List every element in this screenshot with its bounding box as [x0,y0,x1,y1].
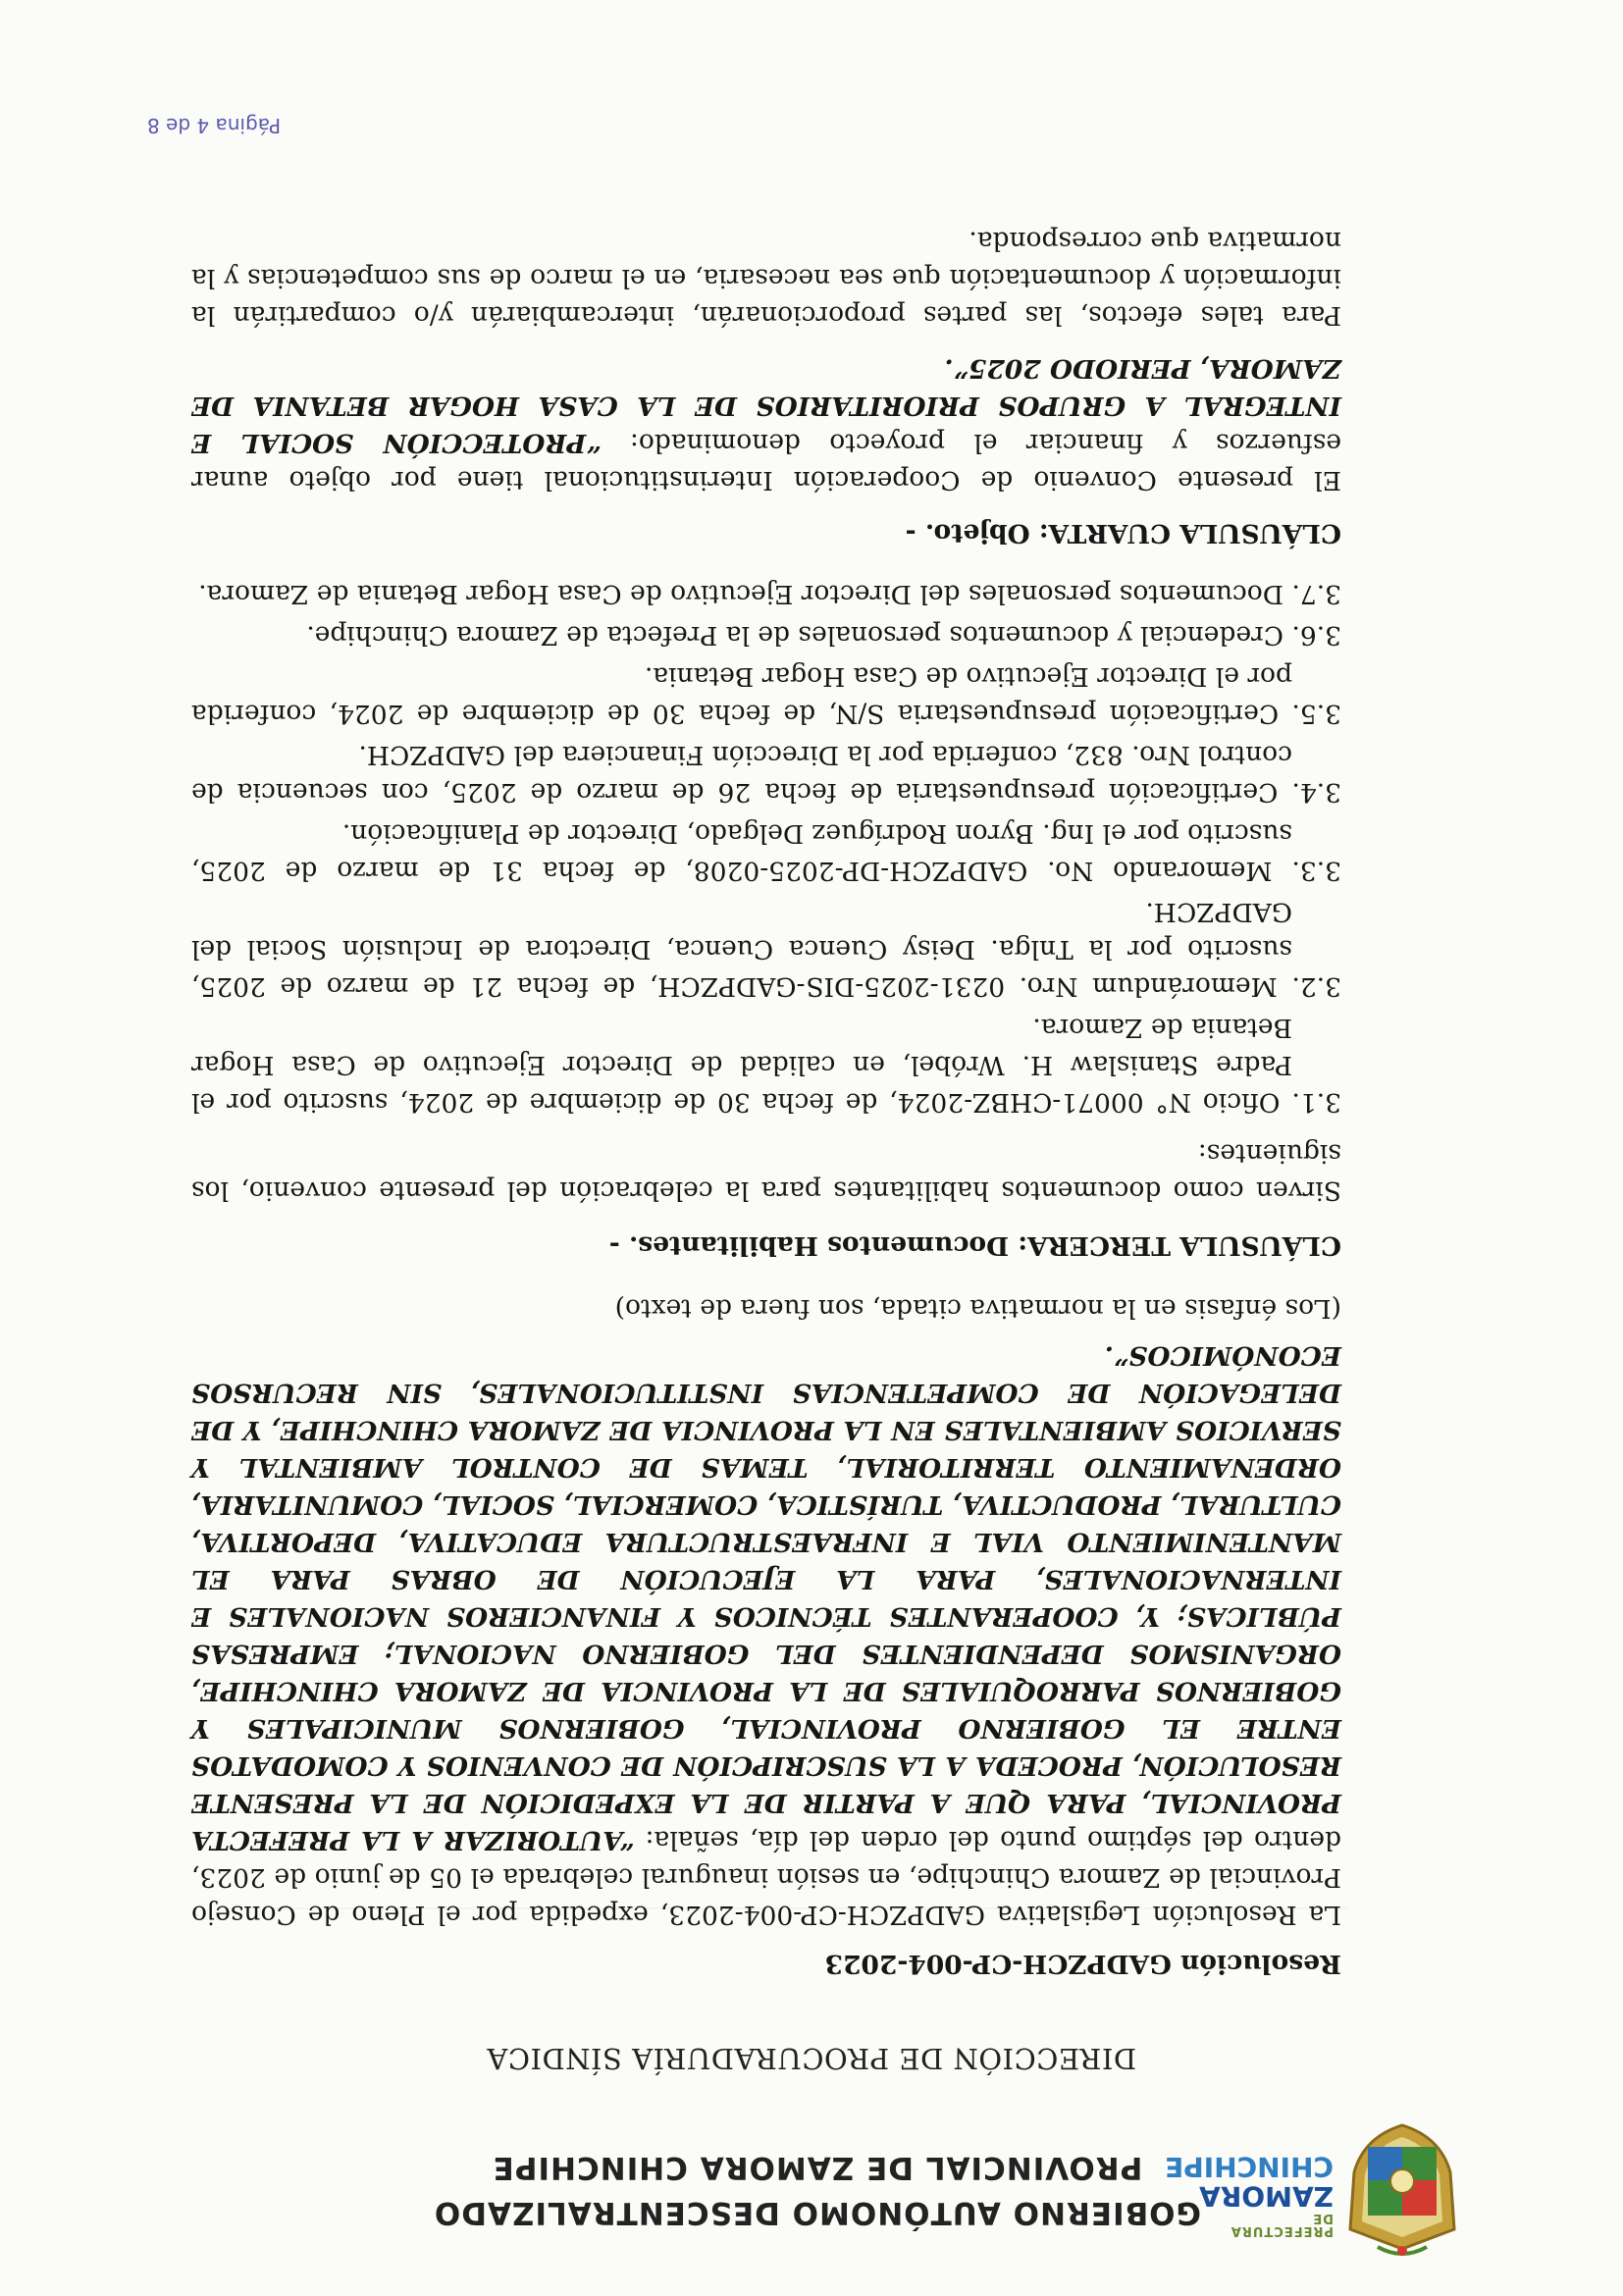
project-name: “PROTECCIÓN SOCIAL E INTEGRAL A GRUPOS PRIORITARIOS DE LA CASA HOGAR BETANIA DE ZAMORA, PERIODO 2025”. [191,353,1341,458]
page-number: Página 4 de 8 [147,114,282,137]
clause-third-intro: Sirven como documentos habilitantes para la celebración del presente convenio, los siguientes: [191,1138,1341,1206]
institution-name [434,2145,1201,2235]
institution-name-line2: PROVINCIAL DE ZAMORA CHINCHIPE [492,2150,1143,2185]
clause-fourth-paragraph [191,349,1341,498]
list-item: 3.5. Certificación presupuestaria S/N, de fecha 30 de diciembre de 2024, conferida por el Director Ejecutivo de Casa Hogar Betania. [191,661,1341,729]
list-item: 3.6. Credencial y documentos personales de la Prefecta de Zamora Chinchipe. [306,620,1341,651]
office-title: DIRECCIÓN DE PROCURADURÍA SÍNDICA [486,2042,1137,2075]
clause-fourth-heading: CLÁUSULA CUARTA: Objeto. - [905,518,1341,548]
resolution-quote: “AUTORIZAR A LA PREFECTA PROVINCIAL, PARA QUE A PARTIR DE LA EXPEDICIÓN DE LA PRESENTE RESOLUCIÓN, PROCEDA A LA SUSCRIPCIÓN DE CONVENIOS Y COMODATOS ENTRE EL GOBIERNO PROVINCIAL, GOBIERNOS MUNICIPALES Y GOBIERNOS PARROQUIALES DE LA PROVINCIA DE ZAMORA CHINCHIPE, ORGANISMOS DEPENDIENTES DEL GOBIERNO NACIONAL; EMPRESAS PÚBLICAS; Y, COOPERANTES TÉCNICOS Y FINANCIEROS NACIONALES E INTERNACIONALES, PARA LA EJECUCIÓN DE OBRAS PARA EL MANTENIMIENTO VIAL E INFRAESTRUCTURA EDUCATIVA, DEPORTIVA, CULTURAL, PRODUCTIVA, TURÍSTICA, COMERCIAL, SOCIAL, COMUNITARIA, ORDENAMIENTO TERRITORIAL, TEMAS DE CONTROL AMBIENTAL Y SERVICIOS AMBIENTALES EN LA PROVINCIA DE ZAMORA CHINCHIPE, Y DE DELEGACIÓN DE COMPETENCIAS INSTITUCIONALES, SIN RECURSOS ECONÓMICOS”. [191,1340,1341,1855]
document-body [191,222,1341,1982]
list-item: 3.7. Documentos personales del Director Ejecutivo de Casa Hogar Betania de Zamora. [198,579,1341,609]
clause-third-heading: CLÁUSULA TERCERA: Documentos Habilitantes. - [608,1230,1341,1261]
resolution-text: La Resolución Legislativa GADPZCH-CP-004-2023, expedida por el Pleno de Consejo Provincial de Zamora Chinchipe, en sesión inaugural celebrada el 05 de junio de 2023, dentro del séptimo punto del orden del día, señala: [191,1825,1341,1930]
institution-name-line1: GOBIERNO AUTÓNOMO DESCENTRALIZADO [433,2195,1201,2230]
clause-fourth-text: El presente Convenio de Cooperación Interinstitucional tiene por objeto aunar esfuerzos y financiar el proyecto denominado: [191,428,1341,496]
list-item: 3.4. Certificación presupuestaria de fecha 26 de marzo de 2025, con secuencia de control Nro. 832, conferida por la Dirección Financiera del GADPZCH. [191,740,1341,808]
closing-paragraph: Para tales efectos, las partes proporcionarán, intercambiarán y/o compartirán la información y documentación que sea necesaria, en el marco de sus competencias y la normativa que corresponda. [191,226,1341,331]
resolution-heading: Resolución GADPZCH-CP-004-2023 [824,1949,1341,1979]
wordmark-chinchipe: CHINCHIPE [1165,2151,1334,2183]
resolution-paragraph [191,1336,1341,1933]
wordmark-zamora: ZAMORA [1199,2180,1334,2213]
list-item: 3.3. Memorando No. GADPZCH-DP-2025-0208, de fecha 31 de marzo de 2025, suscrito por el Ing. Byron Rodríguez Delgado, Director de Planificación. [191,818,1341,886]
list-item: 3.2. Memorándum Nro. 0231-2025-DIS-GADPZCH, de fecha 21 de marzo de 2025, suscrito por la Tnlga. Deisy Cuenca Cuenca, Directora de Inclusión Social del GADPZCH. [191,897,1341,1002]
emphasis-note: (Los énfasis en la normativa citada, son fuera de texto) [614,1293,1341,1324]
prefecture-shield-icon [1338,2119,1466,2257]
wordmark-prefix: PREFECTURA DE [1230,2211,1334,2238]
letterhead [0,2119,1623,2296]
list-item: 3.1. Oficio N° 00071-CHBZ-2024, de fecha 30 de diciembre de 2024, suscrito por el Padre Stanislaw H. Wróbel, en calidad de Director Ejecutivo de Casa Hogar Betania de Zamora. [191,1013,1341,1118]
prefecture-wordmark [1165,2151,1334,2238]
